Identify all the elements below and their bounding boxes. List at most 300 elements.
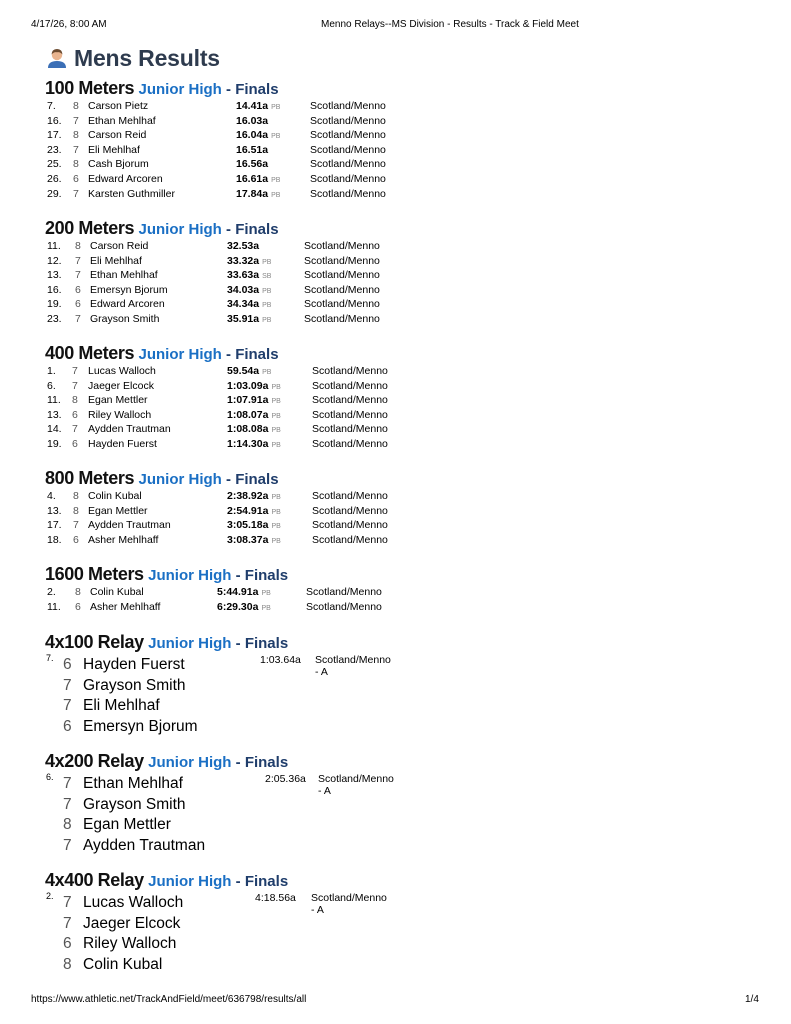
athlete-name-link[interactable]: Lucas Walloch	[88, 365, 156, 377]
athlete-grade: 7	[75, 269, 81, 282]
athlete-name-link[interactable]: Riley Walloch	[88, 408, 152, 421]
athlete-name-link[interactable]: Colin Kubal	[90, 586, 144, 598]
result-row	[45, 187, 386, 202]
record-badge: PB	[261, 604, 271, 612]
result-mark-link[interactable]: 5:44.91a	[217, 586, 259, 598]
result-mark-link[interactable]: 59.54a	[227, 365, 260, 377]
result-mark-link[interactable]: 1:03.09a	[227, 379, 269, 392]
athlete-name-link[interactable]: Jaeger Elcock	[88, 379, 154, 392]
result-place: 16.	[47, 114, 62, 127]
result-row	[45, 379, 388, 394]
result-place: 13.	[47, 408, 62, 421]
result-mark	[236, 188, 280, 200]
record-badge: PB	[271, 104, 281, 111]
result-mark	[227, 438, 281, 450]
result-place: 13.	[47, 504, 62, 517]
athlete-grade: 7	[63, 775, 72, 792]
result-mark	[227, 519, 281, 531]
relay-mark-link[interactable]: 4:18.56a	[255, 892, 296, 904]
result-place: 11.	[47, 394, 61, 407]
event-name: 100 Meters	[45, 78, 135, 98]
result-row	[45, 393, 388, 408]
athlete-grade: 7	[63, 697, 72, 714]
record-badge: PB	[271, 398, 281, 406]
athlete-grade: 8	[75, 586, 81, 598]
relay-leg-row	[45, 674, 288, 695]
event-heading	[45, 563, 288, 585]
relay-leg-row	[45, 813, 288, 834]
record-badge: PB	[271, 176, 281, 184]
event-round-link[interactable]: Finals	[244, 567, 289, 584]
result-mark-link[interactable]: 16.61a	[236, 172, 269, 185]
result-row	[45, 408, 388, 423]
event-name: 400 Meters	[45, 343, 135, 363]
athlete-grade: 6	[75, 298, 81, 311]
athlete-grade: 6	[63, 656, 72, 673]
event-division-link[interactable]: Junior High	[138, 221, 222, 238]
athlete-name-link[interactable]: Edward Arcoren	[90, 298, 165, 311]
relay-legs	[45, 653, 391, 735]
result-place: 11.	[47, 240, 61, 252]
result-mark	[227, 423, 281, 435]
athlete-name-link[interactable]: Carson Reid	[88, 129, 147, 142]
event-heading	[45, 631, 288, 653]
result-row	[45, 239, 380, 254]
athlete-name-link[interactable]: Emersyn Bjorum	[90, 283, 168, 296]
athlete-grade: 8	[73, 490, 79, 502]
relay-place: 2.	[46, 891, 54, 901]
result-place: 11.	[47, 600, 61, 613]
result-mark	[227, 505, 281, 517]
event-4x100-relay	[45, 631, 391, 735]
athlete-grade: 7	[73, 114, 79, 127]
team-name-link[interactable]: Scotland/Menno	[310, 172, 386, 185]
event-200m	[45, 217, 380, 327]
result-place: 13.	[47, 269, 62, 282]
athlete-name-link[interactable]: Egan Mettler	[88, 394, 148, 407]
result-place: 19.	[47, 298, 62, 311]
athlete-grade: 6	[73, 172, 79, 185]
event-division-link[interactable]: Junior High	[138, 81, 222, 98]
athlete-grade: 7	[72, 423, 78, 436]
event-800m	[45, 467, 388, 547]
athlete-name-link[interactable]: Aydden Trautman	[88, 519, 171, 532]
result-place: 17.	[47, 129, 62, 142]
record-badge: PB	[262, 287, 272, 295]
event-division-link[interactable]: Junior High	[148, 635, 232, 652]
athlete-name-link[interactable]: Carson Reid	[90, 240, 149, 252]
result-row	[45, 422, 388, 437]
athlete-name-link[interactable]: Riley Walloch	[83, 935, 177, 952]
athlete-grade: 7	[72, 379, 78, 392]
athlete-grade: 6	[72, 408, 78, 421]
result-mark-link[interactable]: 32.53a	[227, 240, 260, 252]
team-name-link[interactable]: Scotland/Menno	[310, 158, 386, 171]
athlete-grade: 7	[63, 676, 72, 694]
athlete-grade: 6	[75, 600, 81, 613]
result-mark-link[interactable]: 16.03a	[236, 114, 269, 127]
team-name-link[interactable]: Scotland/Menno	[312, 490, 388, 502]
team-name-link[interactable]: Scotland/Menno	[312, 533, 388, 546]
record-badge: PB	[261, 590, 271, 597]
athlete-name-link[interactable]: Eli Mehlhaf	[90, 254, 142, 267]
athlete-name-link[interactable]: Hayden Fuerst	[83, 656, 185, 673]
result-mark	[227, 409, 281, 421]
athlete-grade: 7	[63, 836, 72, 854]
result-mark-link[interactable]: 33.63a	[227, 269, 260, 282]
result-mark	[227, 394, 281, 406]
result-row	[45, 585, 382, 600]
athlete-name-link[interactable]: Ethan Mehlhaf	[88, 114, 156, 127]
event-sep: -	[221, 221, 236, 238]
event-name: 800 Meters	[45, 468, 135, 488]
relay-mark-link[interactable]: 1:03.64a	[260, 654, 301, 666]
event-name: 1600 Meters	[45, 564, 144, 584]
result-mark-link[interactable]: 34.03a	[227, 283, 260, 296]
team-name-link[interactable]: Scotland/Menno	[310, 187, 386, 200]
result-place: 23.	[47, 143, 62, 156]
event-round-link[interactable]: Finals	[235, 81, 279, 98]
result-row	[45, 268, 380, 283]
team-name-link[interactable]: Scotland/Menno	[312, 437, 388, 450]
team-name-link[interactable]: Scotland/Menno	[310, 100, 386, 112]
result-mark-link[interactable]: 1:07.91a	[227, 394, 269, 407]
result-mark-link[interactable]: 16.56a	[236, 158, 269, 171]
result-mark-link[interactable]: 1:14.30a	[227, 437, 269, 450]
event-name: 4x200 Relay	[45, 751, 144, 771]
athlete-grade: 7	[75, 254, 81, 267]
team-name-link[interactable]: Scotland/Menno - A	[318, 773, 394, 797]
event-400m	[45, 342, 388, 452]
result-row	[45, 99, 386, 114]
result-row	[45, 533, 388, 548]
result-mark-link[interactable]: 34.34a	[227, 298, 260, 311]
result-row	[45, 283, 380, 298]
print-date: 4/17/26, 8:00 AM	[31, 19, 107, 30]
result-place: 2.	[47, 586, 56, 598]
team-name-link[interactable]: Scotland/Menno	[310, 114, 386, 127]
record-badge: PB	[262, 316, 272, 324]
results-list	[45, 489, 388, 547]
team-name-link[interactable]: Scotland/Menno	[310, 129, 386, 142]
result-mark-link[interactable]: 33.32a	[227, 254, 260, 267]
athlete-grade: 6	[73, 533, 79, 546]
relay-leg-row	[45, 891, 387, 916]
record-badge: PB	[271, 427, 281, 435]
athlete-name-link[interactable]: Aydden Trautman	[88, 423, 171, 436]
relay-place: 7.	[46, 653, 54, 663]
athlete-name-link[interactable]: Egan Mettler	[83, 816, 171, 833]
team-name-link[interactable]: Scotland/Menno	[310, 143, 386, 156]
event-name: 4x100 Relay	[45, 632, 144, 652]
athlete-grade: 7	[63, 914, 72, 932]
team-name-link[interactable]: Scotland/Menno	[312, 394, 388, 407]
event-4x400-relay	[45, 869, 387, 973]
relay-mark-link[interactable]: 2:05.36a	[265, 773, 306, 785]
athlete-grade: 6	[72, 437, 78, 450]
athlete-name-link[interactable]: Colin Kubal	[88, 490, 142, 502]
result-place: 7.	[47, 100, 56, 112]
relay-leg-row	[45, 953, 288, 974]
record-badge: PB	[262, 258, 272, 266]
event-round-link[interactable]: Finals	[244, 635, 289, 652]
athlete-name-link[interactable]: Ethan Mehlhaf	[90, 269, 158, 282]
record-badge: PB	[271, 523, 281, 531]
athlete-name-link[interactable]: Jaeger Elcock	[83, 914, 181, 932]
athlete-name-link[interactable]: Eli Mehlhaf	[88, 143, 140, 156]
relay-leg-row	[45, 653, 391, 678]
page-number: 1/4	[745, 994, 759, 1005]
result-mark	[227, 240, 259, 252]
result-mark-link[interactable]: 14.41a	[236, 100, 269, 112]
result-row	[45, 437, 388, 452]
result-row	[45, 157, 386, 172]
team-name-link[interactable]: Scotland/Menno	[304, 283, 380, 296]
result-mark-link[interactable]: 6:29.30a	[217, 600, 259, 613]
event-round-link[interactable]: Finals	[244, 873, 289, 890]
athlete-name-link[interactable]: Colin Kubal	[83, 955, 163, 973]
relay-leg-row	[45, 715, 288, 736]
result-mark	[227, 380, 281, 392]
result-row	[45, 364, 388, 379]
athlete-name-link[interactable]: Egan Mettler	[88, 504, 148, 517]
athlete-grade: 7	[73, 143, 79, 156]
result-mark	[236, 158, 268, 170]
athlete-name-link[interactable]: Hayden Fuerst	[88, 437, 157, 450]
result-place: 19.	[47, 437, 62, 450]
result-mark	[236, 173, 280, 185]
result-place: 23.	[47, 312, 62, 325]
relay-legs	[45, 772, 394, 854]
event-sep: -	[221, 346, 236, 363]
athlete-grade: 7	[73, 519, 79, 532]
result-row	[45, 312, 380, 327]
athlete-name-link[interactable]: Carson Pietz	[88, 100, 149, 112]
team-name-link[interactable]: Scotland/Menno	[312, 423, 388, 436]
event-sep: -	[231, 567, 245, 584]
result-mark	[227, 490, 281, 502]
event-heading	[45, 750, 288, 772]
record-badge: PB	[271, 537, 281, 545]
result-mark-link[interactable]: 3:08.37a	[227, 533, 269, 546]
athlete-grade: 8	[63, 816, 72, 833]
result-row	[45, 518, 388, 533]
athlete-grade: 8	[75, 240, 81, 252]
result-place: 12.	[47, 254, 62, 267]
relay-leg-row	[45, 932, 288, 953]
result-mark	[227, 534, 281, 546]
team-name-link[interactable]: Scotland/Menno	[306, 586, 382, 598]
team-name-link[interactable]: Scotland/Menno	[304, 240, 380, 252]
event-round-link[interactable]: Finals	[235, 221, 279, 238]
record-badge: PB	[271, 508, 281, 516]
athlete-grade: 8	[73, 100, 79, 112]
team-name-link[interactable]: Scotland/Menno	[304, 312, 380, 325]
result-row	[45, 128, 386, 143]
result-mark-link[interactable]: 16.51a	[236, 143, 269, 156]
team-name-link[interactable]: Scotland/Menno	[312, 379, 388, 392]
event-division-link[interactable]: Junior High	[148, 754, 232, 771]
record-badge: PB	[271, 133, 281, 141]
result-mark-link[interactable]: 35.91a	[227, 312, 260, 325]
result-place: 1.	[47, 365, 56, 377]
result-mark-link[interactable]: 1:08.08a	[227, 423, 269, 436]
result-place: 4.	[47, 490, 56, 502]
event-name: 200 Meters	[45, 218, 135, 238]
result-mark-link[interactable]: 2:38.92a	[227, 490, 269, 502]
page-title	[46, 42, 220, 74]
relay-place: 6.	[46, 772, 54, 782]
result-place: 26.	[47, 172, 62, 185]
result-place: 17.	[47, 519, 62, 532]
team-name-link[interactable]: Scotland/Menno	[304, 269, 380, 282]
athlete-grade: 6	[75, 283, 81, 296]
event-round-link[interactable]: Finals	[235, 346, 279, 363]
athlete-grade: 7	[63, 795, 72, 813]
athlete-name-link[interactable]: Eli Mehlhaf	[83, 697, 160, 714]
result-mark	[227, 255, 271, 267]
event-name: 4x400 Relay	[45, 870, 144, 890]
result-mark	[227, 269, 271, 281]
record-badge: PB	[262, 302, 272, 310]
event-heading	[45, 77, 279, 99]
event-sep: -	[231, 754, 245, 771]
results-list	[45, 239, 380, 327]
team-name-link[interactable]: Scotland/Menno - A	[315, 654, 391, 678]
result-row	[45, 172, 386, 187]
relay-leg-row	[45, 793, 288, 814]
event-4x200-relay	[45, 750, 394, 854]
athlete-name-link[interactable]: Ethan Mehlhaf	[83, 775, 183, 792]
athlete-name-link[interactable]: Grayson Smith	[90, 312, 160, 325]
event-heading	[45, 217, 279, 239]
result-row	[45, 600, 382, 615]
event-round-link[interactable]: Finals	[235, 471, 279, 488]
athlete-grade: 7	[63, 894, 72, 911]
result-place: 6.	[47, 379, 56, 392]
result-row	[45, 504, 388, 519]
result-mark-link[interactable]: 16.04a	[236, 129, 269, 142]
event-division-link[interactable]: Junior High	[138, 346, 222, 363]
result-mark-link[interactable]: 17.84a	[236, 187, 269, 200]
result-mark-link[interactable]: 3:05.18a	[227, 519, 269, 532]
results-list	[45, 585, 382, 614]
team-name-link[interactable]: Scotland/Menno	[304, 298, 380, 311]
event-round-link[interactable]: Finals	[244, 754, 289, 771]
athlete-name-link[interactable]: Grayson Smith	[83, 676, 186, 694]
result-mark	[236, 100, 280, 112]
result-mark	[217, 586, 271, 598]
athlete-name-link[interactable]: Lucas Walloch	[83, 894, 184, 911]
athlete-grade: 8	[63, 955, 72, 973]
event-division-link[interactable]: Junior High	[138, 471, 222, 488]
event-heading	[45, 869, 288, 891]
record-badge: PB	[271, 494, 281, 501]
relay-leg-row	[45, 912, 288, 933]
event-division-link[interactable]: Junior High	[148, 873, 232, 890]
result-row	[45, 297, 380, 312]
athlete-name-link[interactable]: Asher Mehlhaff	[90, 600, 161, 613]
athlete-name-link[interactable]: Edward Arcoren	[88, 172, 163, 185]
result-row	[45, 114, 386, 129]
event-sep: -	[221, 81, 236, 98]
print-title: Menno Relays--MS Division - Results - Track & Field Meet	[321, 19, 579, 30]
result-mark	[236, 129, 280, 141]
athlete-grade: 6	[63, 935, 72, 952]
result-mark	[227, 298, 271, 310]
page-title-text: Mens Results	[74, 44, 220, 71]
result-mark	[227, 365, 271, 377]
team-name-link[interactable]: Scotland/Menno	[312, 504, 388, 517]
result-place: 25.	[47, 158, 62, 171]
person-avatar-icon	[46, 47, 68, 69]
athlete-grade: 7	[75, 312, 81, 325]
result-place: 14.	[47, 423, 62, 436]
result-place: 16.	[47, 283, 62, 296]
relay-leg-row	[45, 834, 288, 855]
athlete-name-link[interactable]: Asher Mehlhaff	[88, 533, 159, 546]
athlete-name-link[interactable]: Aydden Trautman	[83, 836, 206, 854]
team-name-link[interactable]: Scotland/Menno	[312, 365, 388, 377]
result-mark-link[interactable]: 1:08.07a	[227, 408, 269, 421]
relay-leg-row	[45, 772, 394, 797]
event-1600m	[45, 563, 382, 614]
event-100m	[45, 77, 386, 201]
team-name-link[interactable]: Scotland/Menno	[306, 600, 382, 613]
result-place: 18.	[47, 533, 62, 546]
team-name-link[interactable]: Scotland/Menno	[312, 519, 388, 532]
record-badge: PB	[271, 383, 281, 391]
record-badge: PB	[271, 412, 281, 420]
athlete-name-link[interactable]: Grayson Smith	[83, 795, 186, 813]
results-list	[45, 364, 388, 452]
team-name-link[interactable]: Scotland/Menno	[304, 254, 380, 267]
event-heading	[45, 467, 279, 489]
result-row	[45, 254, 380, 269]
footer-url: https://www.athletic.net/TrackAndField/meet/636798/results/all	[31, 994, 307, 1005]
team-name-link[interactable]: Scotland/Menno	[312, 408, 388, 421]
athlete-grade: 7	[73, 187, 79, 200]
event-division-link[interactable]: Junior High	[148, 567, 232, 584]
result-row	[45, 143, 386, 158]
athlete-name-link[interactable]: Karsten Guthmiller	[88, 187, 175, 200]
result-mark-link[interactable]: 2:54.91a	[227, 504, 269, 517]
event-sep: -	[231, 635, 245, 652]
record-badge: PB	[262, 369, 272, 376]
athlete-grade: 8	[73, 158, 79, 171]
athlete-name-link[interactable]: Emersyn Bjorum	[83, 717, 198, 735]
result-mark	[227, 313, 271, 325]
result-mark	[217, 601, 271, 613]
result-place: 29.	[47, 187, 62, 200]
result-mark	[236, 115, 268, 127]
record-badge: PB	[271, 191, 281, 199]
record-badge: SB	[262, 273, 272, 281]
result-mark	[227, 284, 271, 296]
athlete-name-link[interactable]: Cash Bjorum	[88, 158, 149, 171]
athlete-grade: 8	[73, 129, 79, 142]
relay-leg-row	[45, 694, 288, 715]
athlete-grade: 7	[72, 365, 78, 377]
record-badge: PB	[271, 441, 281, 449]
team-name-link[interactable]: Scotland/Menno - A	[311, 892, 387, 916]
result-mark	[236, 144, 268, 156]
event-sep: -	[231, 873, 245, 890]
relay-legs	[45, 891, 387, 973]
athlete-grade: 6	[63, 717, 72, 735]
athlete-grade: 8	[73, 504, 79, 517]
result-row	[45, 489, 388, 504]
